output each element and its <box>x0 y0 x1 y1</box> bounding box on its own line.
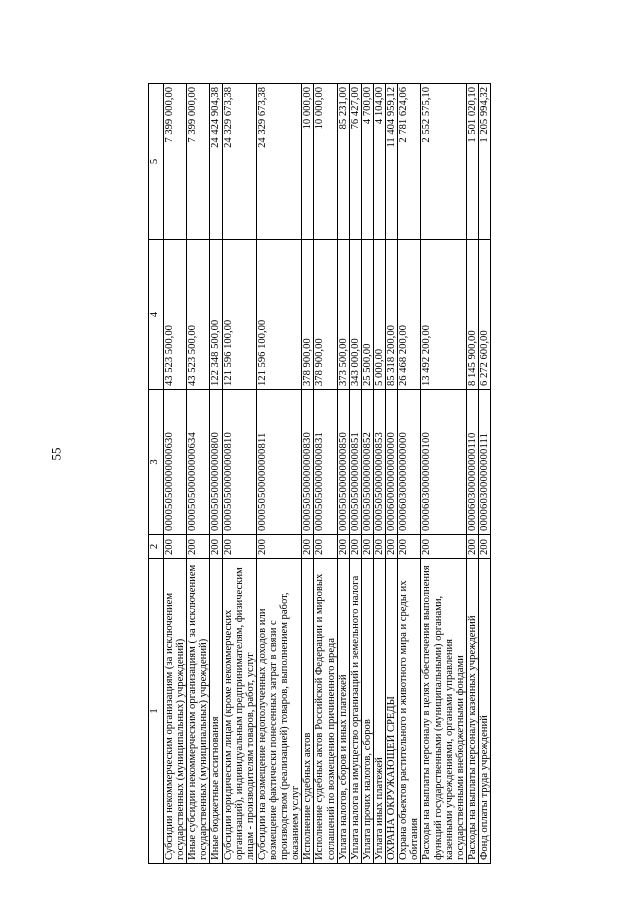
table-row <box>302 84 314 864</box>
row-name-cell: Расходы на выплаты персоналу казенных учреждений <box>466 559 478 864</box>
row-value4-cell: 8 145 900,00 <box>466 240 478 390</box>
row-name-cell: Субсидии некоммерческим организациям (за исключением государственных (муниципальных) учреждений) <box>164 559 187 864</box>
row-value4-cell: 85 318 200,00 <box>386 240 398 390</box>
row-value5-cell: 24 424 904,38 <box>210 84 222 240</box>
row-value5-cell: 4 104,00 <box>373 84 385 240</box>
row-value4-cell: 121 596 100,00 <box>222 240 256 390</box>
row-name-cell: Субсидии юридическим лицам (кроме некоммерческих организаций), индивидуальным предпринимателям, физическим лицам - производителям товаров, работ, услуг <box>222 559 256 864</box>
row-col2-cell: 200 <box>222 535 256 559</box>
row-name-cell: Иные бюджетные ассигнования <box>210 559 222 864</box>
table-row <box>349 84 361 864</box>
row-col2-cell: 200 <box>187 535 210 559</box>
budget-table <box>148 83 491 864</box>
row-value5-cell: 1 501 020,10 <box>466 84 478 240</box>
row-col2-cell: 200 <box>210 535 222 559</box>
row-value4-cell: 6 272 600,00 <box>478 240 490 390</box>
row-value4-cell: 13 492 200,00 <box>421 240 466 390</box>
row-col2-cell: 200 <box>361 535 373 559</box>
row-col2-cell: 200 <box>256 535 301 559</box>
row-value5-cell: 7 399 000,00 <box>164 84 187 240</box>
row-name-cell: Субсидии на возмещение недополученных доходов или возмещение фактически понесенных затрат в связи с производством (реализацией) товаров, выполнением работ, оказанием услуг <box>256 559 301 864</box>
row-name-cell: Фонд оплаты труда учреждений <box>478 559 490 864</box>
row-col2-cell: 200 <box>478 535 490 559</box>
row-col2-cell: 200 <box>386 535 398 559</box>
row-name-cell: Исполнение судебных актов Российской Федерации и мировых соглашений по возмещению причиненного вреда <box>314 559 337 864</box>
row-col2-cell: 200 <box>466 535 478 559</box>
row-value4-cell: 378 900,00 <box>302 240 314 390</box>
row-value5-cell: 24 329 673,38 <box>256 84 301 240</box>
header-cell: 2 <box>149 535 164 559</box>
row-name-cell: Исполнение судебных актов <box>302 559 314 864</box>
row-value5-cell: 76 427,00 <box>349 84 361 240</box>
row-code-cell: 000050500000000630 <box>164 390 187 535</box>
row-name-cell: Расходы на выплаты персоналу в целях обеспечения выполнения функций государственными (муниципальными) органами, казенными учреждениями, органами управления государственными внебюджетными фондами <box>421 559 466 864</box>
row-value5-cell: 24 329 673,38 <box>222 84 256 240</box>
row-code-cell: 000050500000000851 <box>349 390 361 535</box>
row-code-cell: 000050500000000811 <box>256 390 301 535</box>
row-name-cell: Иные субсидии некоммерческим организациям ( за исключением государственных (муниципальных) учреждений) <box>187 559 210 864</box>
row-value5-cell: 2 781 624,06 <box>398 84 421 240</box>
row-value5-cell: 7 399 000,00 <box>187 84 210 240</box>
row-name-cell: ОХРАНА ОКРУЖАЮЩЕЙ СРЕДЫ <box>386 559 398 864</box>
table-row <box>187 84 210 864</box>
row-value4-cell: 373 500,00 <box>337 240 349 390</box>
row-code-cell: 000050500000000853 <box>373 390 385 535</box>
table-row <box>210 84 222 864</box>
table-row <box>466 84 478 864</box>
header-cell: 3 <box>149 390 164 535</box>
row-col2-cell: 200 <box>314 535 337 559</box>
table-row <box>361 84 373 864</box>
row-code-cell: 000060000000000000 <box>386 390 398 535</box>
header-cell: 4 <box>149 240 164 390</box>
row-value4-cell: 343 000,00 <box>349 240 361 390</box>
row-value4-cell: 43 523 500,00 <box>164 240 187 390</box>
row-value5-cell: 2 552 575,10 <box>421 84 466 240</box>
row-value4-cell: 378 900,00 <box>314 240 337 390</box>
row-code-cell: 000060300000000000 <box>398 390 421 535</box>
row-code-cell: 000060300000000100 <box>421 390 466 535</box>
rotated-table-container <box>148 84 608 864</box>
row-code-cell: 000050500000000830 <box>302 390 314 535</box>
table-row <box>222 84 256 864</box>
table-row <box>478 84 490 864</box>
row-value5-cell: 11 404 959,12 <box>386 84 398 240</box>
table-row <box>256 84 301 864</box>
page-number: 55 <box>48 447 64 461</box>
row-col2-cell: 200 <box>337 535 349 559</box>
row-value5-cell: 10 000,00 <box>314 84 337 240</box>
row-value4-cell: 26 468 200,00 <box>398 240 421 390</box>
row-name-cell: Охрана объектов растительного и животного мира и среды их обитания <box>398 559 421 864</box>
row-col2-cell: 200 <box>421 535 466 559</box>
row-code-cell: 000050500000000800 <box>210 390 222 535</box>
row-col2-cell: 200 <box>164 535 187 559</box>
row-col2-cell: 200 <box>349 535 361 559</box>
row-name-cell: Уплата иных платежей <box>373 559 385 864</box>
row-value5-cell: 1 205 994,32 <box>478 84 490 240</box>
table-row <box>398 84 421 864</box>
row-col2-cell: 200 <box>373 535 385 559</box>
row-value4-cell: 5 000,00 <box>373 240 385 390</box>
row-code-cell: 000060300000000110 <box>466 390 478 535</box>
row-value5-cell: 85 231,00 <box>337 84 349 240</box>
row-col2-cell: 200 <box>302 535 314 559</box>
header-row <box>149 84 164 864</box>
table-row <box>373 84 385 864</box>
header-cell: 5 <box>149 84 164 240</box>
table-row <box>314 84 337 864</box>
row-value5-cell: 4 700,00 <box>361 84 373 240</box>
row-value4-cell: 121 596 100,00 <box>256 240 301 390</box>
row-code-cell: 000050500000000634 <box>187 390 210 535</box>
row-name-cell: Уплата налогов, сборов и иных платежей <box>337 559 349 864</box>
row-value4-cell: 43 523 500,00 <box>187 240 210 390</box>
row-value4-cell: 122 348 500,00 <box>210 240 222 390</box>
table-row <box>386 84 398 864</box>
row-code-cell: 000050500000000850 <box>337 390 349 535</box>
row-code-cell: 000050500000000831 <box>314 390 337 535</box>
row-name-cell: Уплата налога на имущество организаций и земельного налога <box>349 559 361 864</box>
table-row <box>337 84 349 864</box>
header-cell: 1 <box>149 559 164 864</box>
table-row <box>421 84 466 864</box>
row-code-cell: 000050500000000810 <box>222 390 256 535</box>
row-value5-cell: 10 000,00 <box>302 84 314 240</box>
row-value4-cell: 25 500,00 <box>361 240 373 390</box>
row-name-cell: Уплата прочих налогов, сборов <box>361 559 373 864</box>
table-row <box>164 84 187 864</box>
row-col2-cell: 200 <box>398 535 421 559</box>
row-code-cell: 000050500000000852 <box>361 390 373 535</box>
row-code-cell: 000060300000000111 <box>478 390 490 535</box>
